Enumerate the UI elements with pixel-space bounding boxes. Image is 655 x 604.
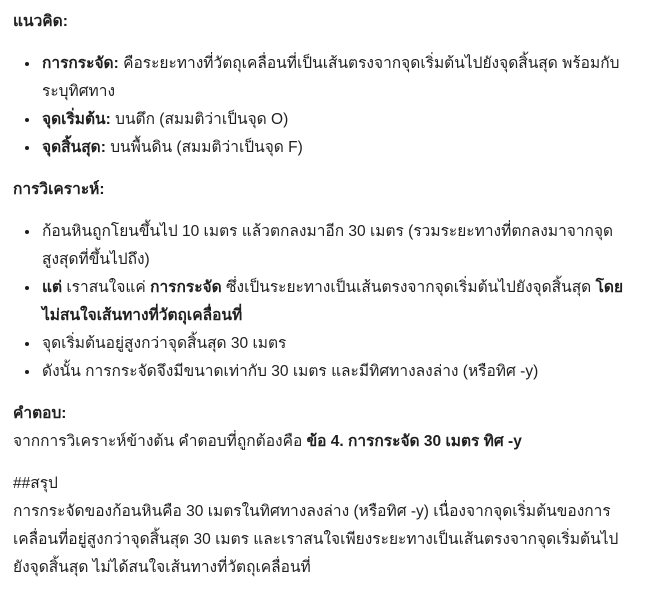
analysis-bold: การกระจัด: [150, 279, 222, 296]
term-text-end-point: บนพื้นดิน (สมมติว่าเป็นจุด F): [105, 139, 303, 156]
concept-list: [13, 50, 625, 162]
list-item-conclusion: [40, 358, 625, 386]
list-item-motion-description: [40, 218, 625, 274]
term-text-displacement: คือระยะทางที่วัตถุเคลื่อนที่เป็นเส้นตรงจากจุดเริ่มต้นไปยังจุดสิ้นสุด พร้อมกับระบุทิศทาง: [42, 55, 620, 100]
analysis-text: เราสนใจแค่: [62, 279, 151, 296]
term-label-displacement: การกระจัด:: [42, 55, 119, 72]
analysis-text: ดังนั้น การกระจัดจึงมีขนาดเท่ากับ 30 เมตร และมีทิศทางลงล่าง (หรือทิศ -y): [42, 363, 539, 380]
summary-marker: ##สรุป: [13, 475, 58, 492]
analysis-text: ซึ่งเป็นระยะทางเป็นเส้นตรงจากจุดเริ่มต้นไปยังจุดสิ้นสุด: [221, 279, 596, 296]
analysis-list: [13, 218, 625, 386]
list-item-end-point: [40, 134, 625, 162]
analysis-bold: โดยไม่สนใจเส้นทางที่วัตถุเคลื่อนที่: [42, 279, 624, 324]
list-item-start-point: [40, 106, 625, 134]
section-heading-concept: แนวคิด:: [13, 13, 68, 30]
term-label-start-point: จุดเริ่มต้น:: [42, 111, 111, 128]
answer-lead-text: จากการวิเคราะห์ข้างต้น คำตอบที่ถูกต้องคือ: [13, 433, 307, 450]
list-item-displacement-definition: [40, 50, 625, 106]
answer-paragraph: [13, 400, 625, 456]
analysis-text: จุดเริ่มต้นอยู่สูงกว่าจุดสิ้นสุด 30 เมตร: [42, 335, 287, 352]
summary-text: การกระจัดของก้อนหินคือ 30 เมตรในทิศทางลงล่าง (หรือทิศ -y) เนื่องจากจุดเริ่มต้นของการเคลื่อนที่อยู่สูงกว่าจุดสิ้นสุด 30 เมตร และเราสนใจเพียงระยะทางเป็นเส้นตรงจากจุดเริ่มต้นไปยังจุดสิ้นสุด ไม่ได้สนใจเส้นทางที่วัตถุเคลื่อนที่: [13, 503, 619, 576]
section-heading-analysis: การวิเคราะห์:: [13, 181, 105, 198]
term-text-start-point: บนตึก (สมมติว่าเป็นจุด O): [110, 111, 289, 128]
analysis-text: ก้อนหินถูกโยนขึ้นไป 10 เมตร แล้วตกลงมาอีก 30 เมตร (รวมระยะทางที่ตกลงมาจากจุดสูงสุดที่ขึ้นไปถึง): [42, 223, 614, 268]
list-item-height-difference: [40, 330, 625, 358]
term-label-end-point: จุดสิ้นสุด:: [42, 139, 106, 156]
list-item-displacement-focus: [40, 274, 625, 330]
section-heading-answer: คำตอบ:: [13, 405, 67, 422]
analysis-bold: แต่: [42, 279, 63, 296]
answer-highlight: ข้อ 4. การกระจัด 30 เมตร ทิศ -y: [306, 433, 522, 450]
summary-paragraph: [13, 470, 625, 582]
